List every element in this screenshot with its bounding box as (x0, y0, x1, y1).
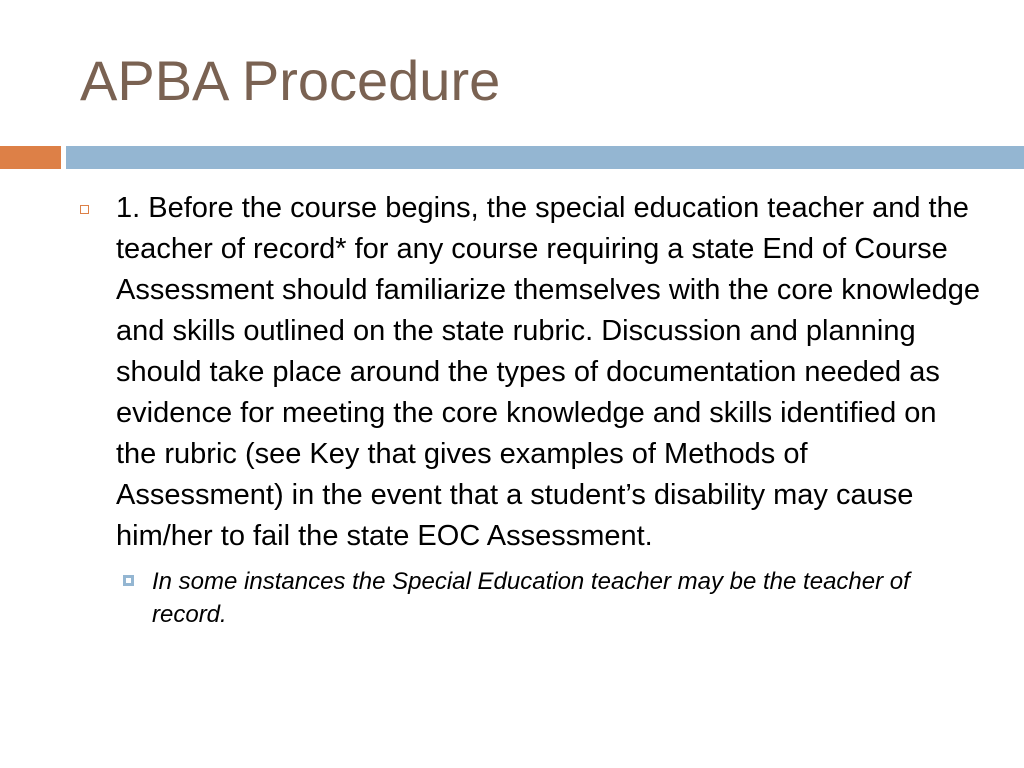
bullet-text: 1. Before the course begins, the special education teacher and the teacher of record* for any course requiring a state End of Course Assessment should familiarize themselves with the core knowledge and skills outlined on the state rubric. Discussion and planning should take place around the types of documentation needed as evidence for meeting the core knowledge and skills identified on the rubric (see Key that gives examples of Methods of Assessment) in the event that a student’s disability may cause him/her to fail the state EOC Assessment. (116, 192, 980, 552)
hollow-square-icon (80, 205, 89, 214)
bullet-item (80, 188, 980, 557)
accent-bar-orange (0, 146, 61, 169)
slide-body (80, 188, 980, 631)
square-bullet-icon (123, 575, 134, 586)
slide-title: APBA Procedure (80, 49, 501, 112)
sub-bullet-text: In some instances the Special Education teacher may be the teacher of record. (152, 568, 910, 628)
sub-bullet-item (80, 565, 980, 631)
accent-bar-blue (66, 146, 1024, 169)
